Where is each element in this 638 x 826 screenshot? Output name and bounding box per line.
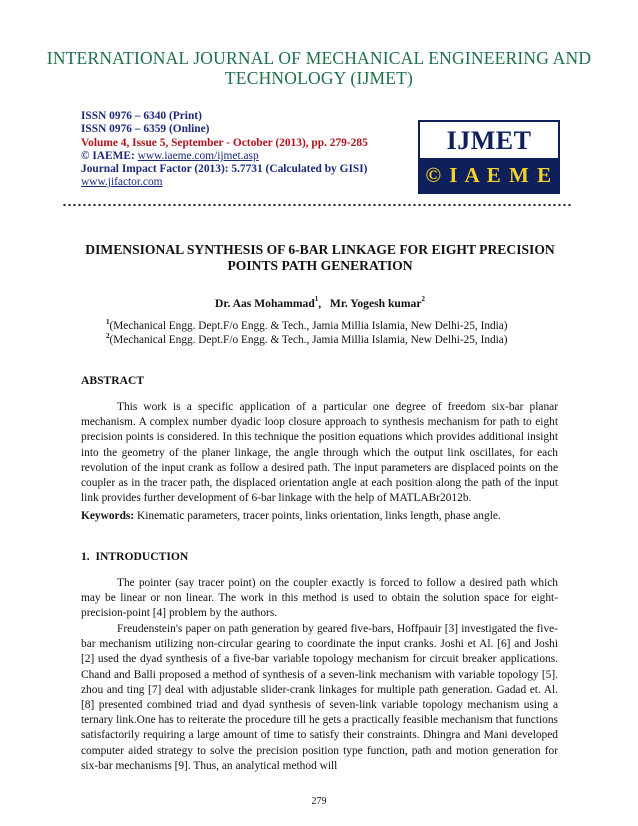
dotted-divider <box>62 202 572 208</box>
keywords-label: Keywords: <box>81 510 135 522</box>
volume-info: Volume 4, Issue 5, September - October (2013), pp. 279-285 <box>81 136 368 149</box>
author-separator: , <box>318 297 322 310</box>
affiliation-2 <box>106 334 508 346</box>
author-2: Mr. Yogesh kumar <box>329 297 422 310</box>
jifactor-link[interactable]: www.jifactor.com <box>81 176 163 189</box>
journal-title: INTERNATIONAL JOURNAL OF MECHANICAL ENGINEERING AND TECHNOLOGY (IJMET) <box>46 48 592 88</box>
issn-online: ISSN 0976 – 6359 (Online) <box>81 123 210 136</box>
affil-2-text: (Mechanical Engg. Dept.F/o Engg. & Tech., Jamia Millia Islamia, New Delhi-25, India) <box>109 334 508 346</box>
affil-1-sup: 1 <box>106 318 110 326</box>
abstract-heading: ABSTRACT <box>81 374 145 387</box>
journal-info <box>81 110 411 190</box>
paper-title: DIMENSIONAL SYNTHESIS OF 6-BAR LINKAGE FOR EIGHT PRECISION POINTS PATH GENERATION <box>85 242 555 273</box>
iaeme-link[interactable]: www.iaeme.com/ijmet.asp <box>137 149 259 162</box>
logo-top-text: IJMET <box>420 122 558 158</box>
intro-paragraph-2: Freudenstein's paper on path generation by geared five-bars, Hoffpauir [3] investigated the five-bar mechanism utilizing non-circular gearing to coordinate the input cranks. Joshi et Al. [6] and Joshi [2] used the dyad synthesis of a five-bar variable topology mechanism for circuit breaker applications. Chand and Balli proposed a method of synthesis of a seven-link mechanism with variable topology [5]. zhou and ting [7] deal with adjustable slider-crank linkages for multiple path generation. Gadad et. Al. [8] presented combined triad and dyad synthesis of seven-link variable topology mechanism using a ternary link.One has to reiterate the procedure till he gets a practically feasible mechanism that functions satisfactorily requiring a large amount of time to satisfy their constraints. Dhingra and Mani developed computer aided strategy to solve the precision position type function, path and motion generation for six-bar mechanisms [9]. Thus, an analytical method will <box>81 623 558 772</box>
affil-2-sup: 2 <box>106 332 110 340</box>
logo-bottom-text: © I A E M E <box>420 158 558 192</box>
iaeme-line <box>81 150 411 163</box>
ijmet-logo <box>418 120 560 194</box>
page-number: 279 <box>311 796 327 807</box>
impact-factor: Journal Impact Factor (2013): 5.7731 (Calculated by GISI) <box>81 163 368 176</box>
iaeme-label: © IAEME: <box>81 149 138 162</box>
issn-print: ISSN 0976 – 6340 (Print) <box>81 110 202 122</box>
keywords-text: Kinematic parameters, tracer points, links orientation, links length, phase angle. <box>134 510 501 522</box>
affiliation-1 <box>106 320 508 332</box>
intro-paragraph-1: The pointer (say tracer point) on the coupler exactly is forced to follow a desired path which may be linear or non linear. The work in this method is used to obtain the solution space for eight-precision-point [4] problem by the authors. <box>81 577 558 620</box>
keywords <box>81 510 558 522</box>
author-1-sup: 1 <box>314 295 319 303</box>
abstract-text: This work is a specific application of a particular one degree of freedom six-bar planar mechanism. A complex number dyadic loop closure approach to synthesis mechanism for path to eight precision points is considered. In this technique the position equations which provides additional insight into the geometry of the planer linkage, the angle through which the output link oscillates, for each revolution of the input crank as follow a desired path. The input parameters are displaced points on the coupler as in the tracer path, the displaced orientation angle at each position along the path of the input link provides further development of 6-bar linkage with the help of MATLABr2012b. <box>81 401 558 505</box>
author-2-sup: 2 <box>421 295 425 303</box>
intro-heading: 1. INTRODUCTION <box>81 550 189 563</box>
authors <box>70 297 570 310</box>
author-1: Dr. Aas Mohammad <box>215 297 315 310</box>
affil-1-text: (Mechanical Engg. Dept.F/o Engg. & Tech., Jamia Millia Islamia, New Delhi-25, India) <box>109 320 508 332</box>
